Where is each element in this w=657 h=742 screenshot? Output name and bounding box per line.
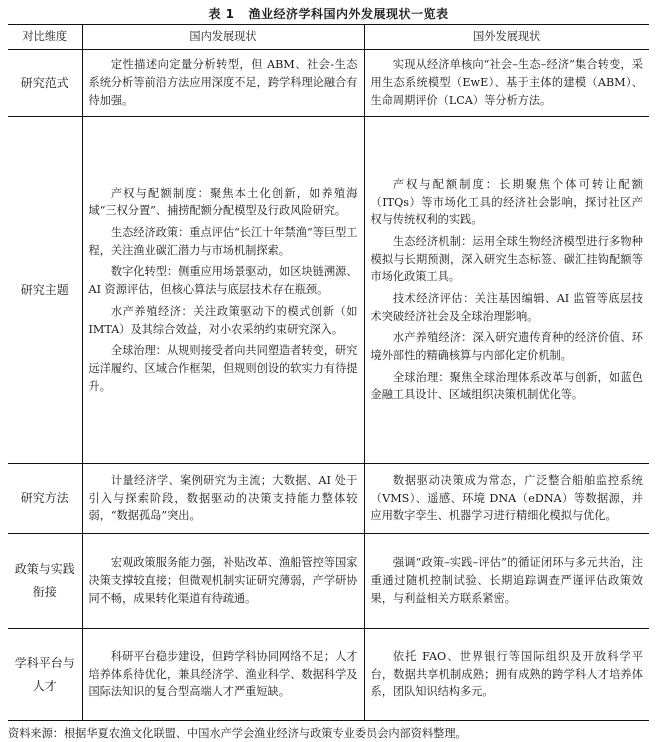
header-row <box>8 25 649 50</box>
foreign-paragraph: 技术经济评估：关注基因编辑、AI 监管等底层技术突破经济社会及全球治理影响。 <box>370 292 643 323</box>
domestic-paragraph: 科研平台稳步建设，但跨学科协同网络不足；人才培养体系待优化，兼具经济学、渔业科学、数据科学及国际法知识的复合型高端人才严重短缺。 <box>88 649 358 699</box>
table-number: 表 1 <box>208 7 235 21</box>
table-body <box>8 50 649 721</box>
domestic-paragraph: 生态经济政策：重点评估“长江十年禁渔”等巨型工程，关注渔业碳汇潜力与市场机制探索。 <box>88 226 358 257</box>
table-row <box>8 117 649 464</box>
header-domestic: 国内发展现状 <box>82 25 364 50</box>
cell-domestic <box>82 534 364 629</box>
foreign-paragraph: 全球治理：聚焦全球治理体系改革与创新，如蓝色金融工具设计、区域组织决策机制优化等。 <box>370 370 643 402</box>
cell-foreign <box>364 50 649 117</box>
cell-dimension: 研究方法 <box>8 464 82 534</box>
foreign-paragraph: 产权与配额制度：长期聚焦个体可转让配额（ITQs）等市场化工具的经济社会影响，探讨社区产权与传统权利的实践。 <box>370 177 643 227</box>
domestic-paragraph: 宏观政策服务能力强，补贴改革、渔船管控等国家决策支撑较直接；但微观机制实证研究薄弱，产学研协同不畅，成果转化渠道有待疏通。 <box>88 556 358 605</box>
domestic-paragraph: 全球治理：从规则接受者向共同塑造者转变，研究远洋履约、区域合作框架，但规则创设的软实力有待提升。 <box>88 344 358 393</box>
cell-domestic <box>82 117 364 464</box>
cell-dimension: 研究范式 <box>8 50 82 117</box>
cell-domestic <box>82 50 364 117</box>
header-dimension: 对比维度 <box>8 25 82 50</box>
cell-dimension: 政策与实践衔接 <box>8 534 82 629</box>
cell-foreign <box>364 534 649 629</box>
cell-domestic <box>82 464 364 534</box>
cell-dimension: 研究主题 <box>8 117 82 464</box>
cell-foreign <box>364 464 649 534</box>
domestic-paragraph: 水产养殖经济：关注政策驱动下的模式创新（如 IMTA）及其综合效益，对小农采纳约束研究深入。 <box>88 304 358 336</box>
table-title: 渔业经济学科国内外发展现状一览表 <box>248 7 449 21</box>
cell-dimension: 学科平台与人才 <box>8 629 82 721</box>
foreign-paragraph: 水产养殖经济：深入研究遗传育种的经济价值、环境外部性的精确核算与内部化定价机制。 <box>370 331 643 363</box>
domestic-paragraph: 产权与配额制度：聚焦本土化创新，如养殖海域“三权分置”、捕捞配额分配模型及行政风险研究。 <box>88 186 358 218</box>
foreign-paragraph: 实现从经济单核向“社会–生态–经济”集合转变，采用生态系统模型（EwE）、基于主体的建模（ABM）、生命周期评价（LCA）等分析方法。 <box>370 58 643 107</box>
foreign-paragraph: 强调“政策–实践–评估”的循证闭环与多元共治，注重通过随机控制试验、长期追踪调查严谨评估政策效果，与利益相关方联系紧密。 <box>370 556 643 605</box>
header-foreign: 国外发展现状 <box>364 25 649 50</box>
table-row <box>8 629 649 721</box>
cell-foreign <box>364 117 649 464</box>
cell-domestic <box>82 629 364 721</box>
source-note: 资料来源：根据华夏农渔文化联盟、中国水产学会渔业经济与政策专业委员会内部资料整理。 <box>8 727 467 740</box>
cell-foreign <box>364 629 649 721</box>
table-row <box>8 464 649 534</box>
table-caption <box>8 4 649 24</box>
table-row <box>8 50 649 117</box>
foreign-paragraph: 生态经济机制：运用全球生物经济模型进行多物种模拟与长期预测，深入研究生态标签、碳汇挂钩配额等市场化政策工具。 <box>370 234 643 284</box>
foreign-paragraph: 依托 FAO、世界银行等国际组织及开放科学平台，数据共享机制成熟；拥有成熟的跨学科人才培养体系，团队知识结构多元。 <box>370 649 643 699</box>
domestic-paragraph: 数字化转型：侧重应用场景驱动，如区块链溯源、AI 资源评估，但核心算法与底层技术存在瓶颈。 <box>88 265 358 297</box>
foreign-paragraph: 数据驱动决策成为常态，广泛整合船舶监控系统（VMS）、遥感、环境 DNA（eDNA）等数据源，并应用数字孪生、机器学习进行精细化模拟与优化。 <box>370 473 643 523</box>
domestic-paragraph: 定性描述向定量分析转型，但 ABM、社会-生态系统分析等前沿方法应用深度不足，跨学科理论融合有待加强。 <box>88 58 358 107</box>
domestic-paragraph: 计量经济学、案例研究为主流；大数据、AI 处于引入与探索阶段，数据驱动的决策支持能力整体较弱，“数据孤岛”突出。 <box>88 473 358 523</box>
comparison-table <box>8 24 649 721</box>
table-row <box>8 534 649 629</box>
